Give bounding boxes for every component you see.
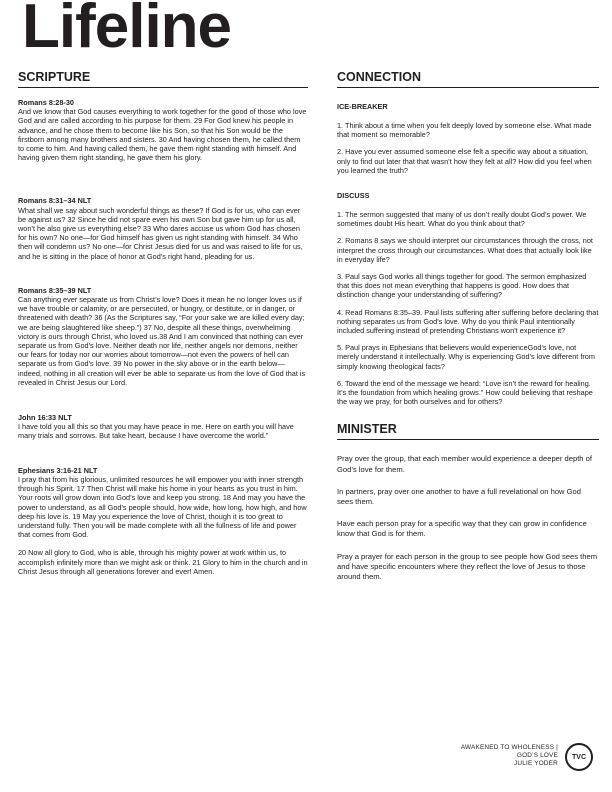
passage-ref: Ephesians 3:16-21 NLT — [18, 465, 98, 475]
discuss-question: 5. Paul prays in Ephesians that believers would experienceGod’s love, not merely understand it intellectually. Why is experiencing God’s love different from simply knowing theological facts? — [337, 343, 595, 371]
passage-ref: Romans 8:35–39 NLT — [18, 285, 92, 295]
discuss-question: 2. Romans 8 says we should interpret our circumstances through the cross, not interpret the cross through our circumstances. What does that actually look like in everyday life? — [337, 236, 593, 264]
passage-text: I have told you all this so that you may have peace in me. Here on earth you will have many trials and sorrows. But take heart, because I have overcome the world.” — [18, 422, 294, 441]
passage-text: And we know that God causes everything to work together for the good of those who love God and are called according to his purpose for them. 29 For God knew his people in advance, and he chose them to become like his Son, so that his Son would be the firstborn among many brothers and sisters. 30 And having chosen them, he called them to come to him. And having called them, he gave them right standing with himself. And having given them right standing, he gave them his glory. — [18, 107, 307, 163]
minister-item: Have each person pray for a specific way that they can grow in confidence know that God is for them. — [337, 519, 587, 539]
divider — [337, 87, 599, 88]
passage — [18, 286, 308, 387]
passage-text: I pray that from his glorious, unlimited resources he will empower you with inner strength through his Spirit. 17 Then Christ will make his home in your hearts as you trust in him. Your roots will grow down into God’s love and keep you strong. 18 And may you have the power to understand, as all God’s people should, how wide, how long, how high, and how deep his love is. 19 May you experience the love of Christ, though it is too great to understand fully. Then you will be made complete with all the fullness of life and power that comes from God. — [18, 474, 307, 540]
passage — [18, 413, 308, 441]
series-name: AWAKENED TO WHOLENESS | — [460, 744, 558, 751]
connection-column — [337, 70, 599, 594]
discuss-question: 3. Paul says God works all things together for good. The sermon emphasized that this does not mean everything that happens is good. How does that distinction change your understanding of suffering? — [337, 272, 587, 300]
discuss-heading: DISCUSS — [337, 191, 370, 201]
passage-text: Can anything ever separate us from Christ’s love? Does it mean he no longer loves us if we have trouble or calamity, or are persecuted, or hungry, or destitute, or in danger, or threatened with death? 36 (As the Scriptures say, “For your sake we are killed every day; we are being slaughtered like sheep.”) 37 No, despite all these things, overwhelming victory is ours through Christ, who loved us.38 And I am convinced that nothing can ever separate us from God’s love. Neither death nor life, neither angels nor demons, neither our fears for today nor our worries about tomorrow—not even the powers of hell can separate us from God’s love. 39 No power in the sky above or in the earth below—indeed, nothing in all creation will ever be able to separate us from the love of God that is revealed in Christ Jesus our Lord. — [18, 295, 306, 387]
passage-text: 20 Now all glory to God, who is able, through his mighty power at work within us, to accomplish infinitely more than we might ask or think. 21 Glory to him in the church and in Christ Jesus through all generations forever and ever! Amen. — [18, 548, 308, 576]
scripture-heading: SCRIPTURE — [18, 70, 91, 84]
divider — [18, 87, 308, 88]
connection-heading: CONNECTION — [337, 70, 422, 84]
minister-heading: MINISTER — [337, 422, 397, 437]
scripture-column — [18, 70, 308, 576]
page-title: Lifeline — [22, 0, 232, 61]
discuss-question: 6. Toward the end of the message we heard: “Love isn’t the reward for healing. It’s the foundation from which healing grows.” How could believing that reshape the way we pray, for both ourselves and for others? — [337, 378, 593, 407]
passage-ref: John 16:33 NLT — [18, 413, 72, 423]
minister-item: Pray a prayer for each person in the group to see people how God sees them and have specific encounters where they reflect the love of Jesus to those around them. — [337, 551, 598, 582]
icebreaker-question: 1. Think about a time when you felt deeply loved by someone else. What made that moment so memorable? — [337, 121, 592, 140]
minister-item: Pray over the group, that each member would experience a deeper depth of God’s love for them. — [337, 454, 592, 474]
passage — [18, 466, 308, 576]
footer-credits — [461, 744, 558, 769]
icebreaker-heading: ICE-BREAKER — [337, 102, 388, 111]
minister-item: In partners, pray over one another to have a full revelational on how God sees them. — [337, 486, 581, 507]
passage-ref: Romans 8:31–34 NLT — [18, 196, 92, 206]
passage-ref: Romans 8:28-30 — [18, 98, 74, 107]
passage — [18, 98, 308, 162]
passage-text: What shall we say about such wonderful things as these? If God is for us, who can ever be against us? 32 Since he did not spare even his own Son but gave him up for us all, won’t he also give us everything else? 33 Who dares accuse us whom God has chosen for his own? No one—for God himself has given us right standing with himself. 34 Who then will condemn us? No one—for Christ Jesus died for us and was raised to life for us, and he is sitting in the place of honor at God’s right hand, pleading for us. — [18, 205, 303, 261]
tvc-logo: TVC — [565, 743, 593, 771]
speaker-name: JULIE YODER — [514, 760, 558, 768]
divider — [337, 439, 599, 440]
icebreaker-question: 2. Have you ever assumed someone else felt a specific way about a situation, only to find out later that that wasn’t how they felt at all? How did you feel when you learned the truth? — [337, 147, 592, 175]
sermon-title: GOD’S LOVE — [516, 752, 558, 760]
discuss-question: 1. The sermon suggested that many of us don’t really doubt God’s power. We sometimes doubt His heart. What do you think about that? — [337, 210, 587, 229]
discuss-question: 4. Read Romans 8:35–39. Paul lists suffering after suffering before declaring that nothing separates us from God’s love. Why do you think Paul intentionally included suffering instead of pretending Christians won’t experience it? — [337, 307, 599, 336]
passage — [18, 196, 308, 260]
